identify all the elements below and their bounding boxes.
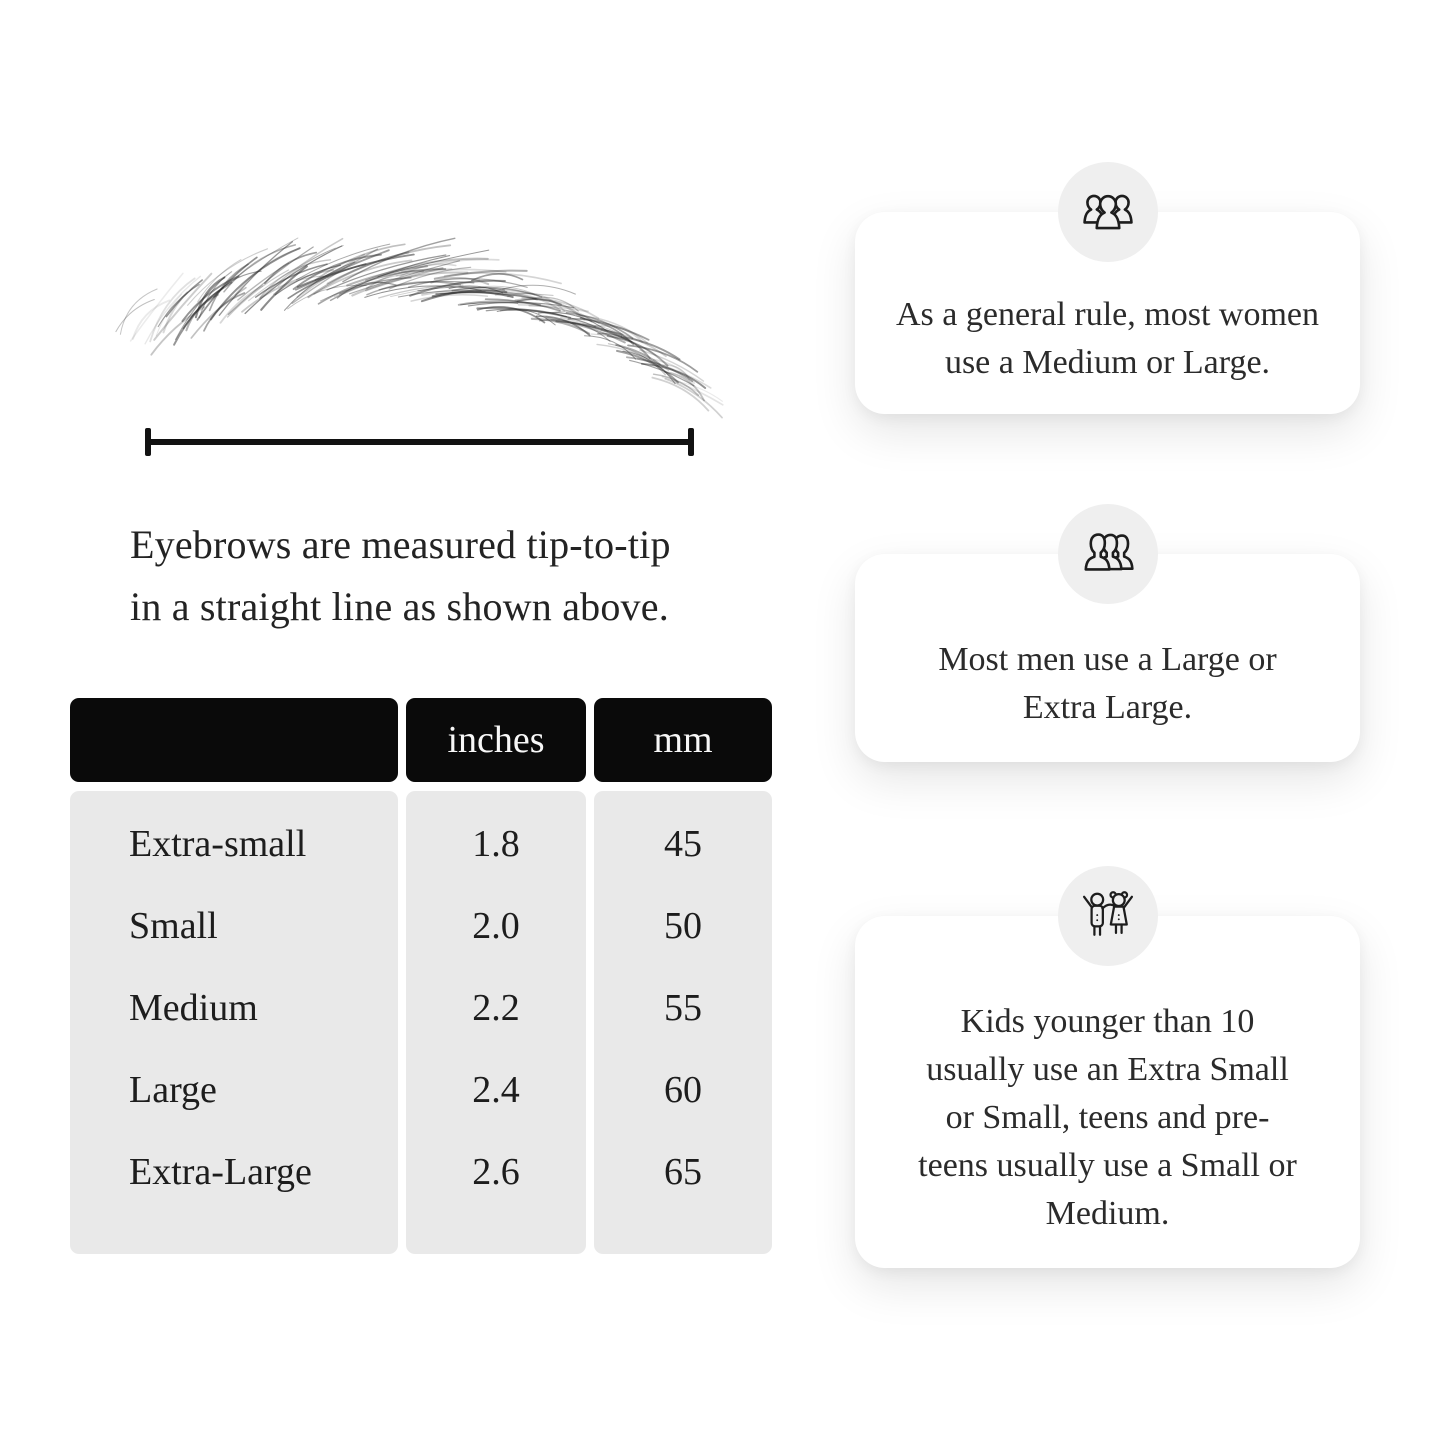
size-table-body	[70, 791, 772, 1254]
table-cell-inches: 2.4	[472, 1069, 520, 1111]
info-card-men	[855, 554, 1360, 762]
table-cell-mm: 55	[664, 987, 702, 1029]
table-row-label: Small	[129, 905, 218, 947]
men-group-icon	[1079, 525, 1137, 583]
table-cell-inches: 2.6	[472, 1151, 520, 1193]
table-cell-mm: 50	[664, 905, 702, 947]
table-header-blank	[70, 698, 398, 782]
measurement-bar	[145, 439, 694, 445]
table-row-label: Extra-small	[129, 823, 307, 865]
eyebrow-sketch-svg	[118, 235, 698, 405]
table-header-inches: inches	[406, 698, 586, 782]
figure-caption-line-1: Eyebrows are measured tip-to-tip	[130, 522, 671, 567]
figure-caption	[130, 514, 770, 638]
icon-circle	[1058, 504, 1158, 604]
figure-caption-line-2: in a straight line as shown above.	[130, 584, 669, 629]
size-column-labels	[70, 791, 398, 1254]
table-row-label: Large	[129, 1069, 217, 1111]
table-row-label: Extra-Large	[129, 1151, 312, 1193]
table-cell-inches: 2.2	[472, 987, 520, 1029]
table-row-label: Medium	[129, 987, 258, 1029]
card-text: Most men use a Large or Extra Large.	[938, 641, 1277, 726]
table-cell-inches: 2.0	[472, 905, 520, 947]
info-card-women	[855, 212, 1360, 414]
kids-icon	[1078, 886, 1138, 946]
table-header-mm: mm	[594, 698, 772, 782]
inches-column	[406, 791, 586, 1254]
table-cell-mm: 60	[664, 1069, 702, 1111]
info-card-kids	[855, 916, 1360, 1268]
icon-circle	[1058, 162, 1158, 262]
measurement-end-cap-right	[688, 428, 694, 456]
table-cell-inches: 1.8	[472, 823, 520, 865]
table-cell-mm: 65	[664, 1151, 702, 1193]
card-text: As a general rule, most women use a Medium or Large.	[896, 296, 1319, 381]
size-table-header-row	[70, 698, 772, 782]
card-text: Kids younger than 10 usually use an Extra Small or Small, teens and pre-teens usually use a Small or Medium.	[918, 1003, 1297, 1232]
eyebrow-illustration	[118, 235, 698, 405]
women-group-icon	[1079, 183, 1137, 241]
table-cell-mm: 45	[664, 823, 702, 865]
icon-circle	[1058, 866, 1158, 966]
measurement-line	[145, 428, 694, 456]
mm-column	[594, 791, 772, 1254]
size-table	[70, 698, 772, 1254]
